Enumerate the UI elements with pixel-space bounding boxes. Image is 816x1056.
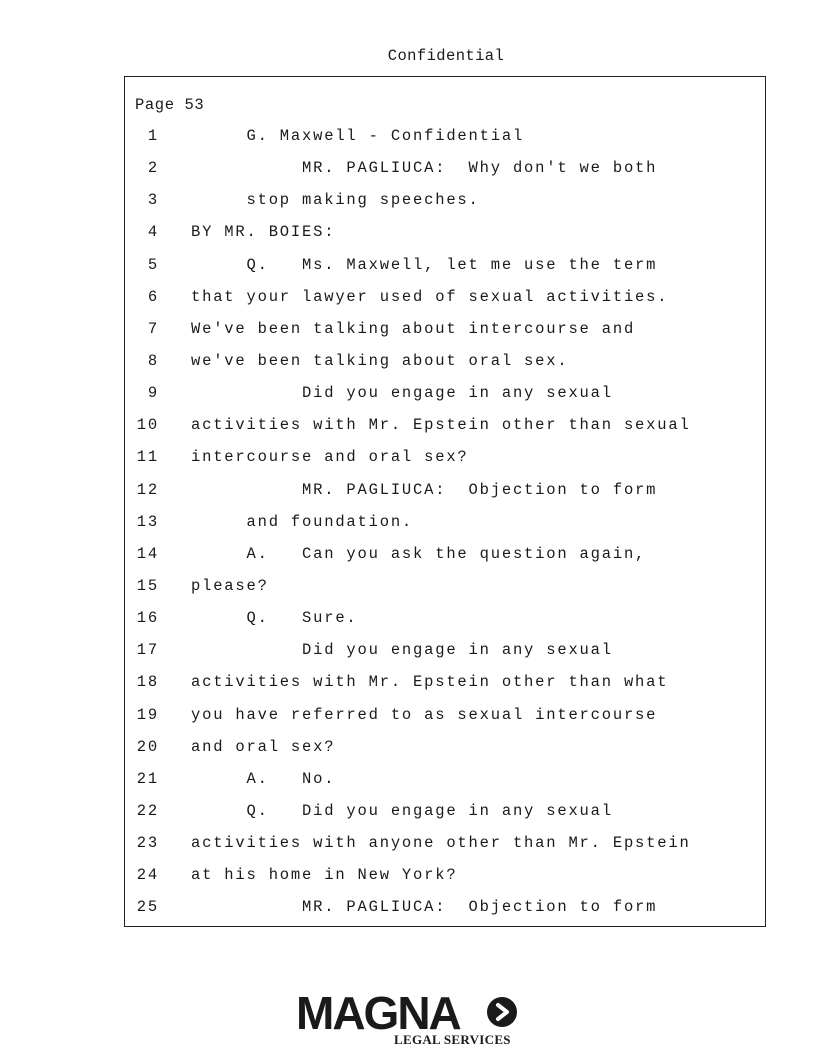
transcript-line xyxy=(125,545,765,577)
line-text: at his home in New York? xyxy=(191,866,458,885)
document-header: Confidential xyxy=(387,47,505,65)
line-number: 2 xyxy=(147,159,159,178)
line-number: 13 xyxy=(136,512,159,531)
transcript-line xyxy=(125,802,765,834)
line-number: 15 xyxy=(136,576,159,595)
line-text: MR. PAGLIUCA: Objection to form xyxy=(191,898,658,917)
transcript-line xyxy=(125,770,765,802)
line-number: 9 xyxy=(147,384,159,403)
line-number: 4 xyxy=(147,223,159,242)
logo-wordmark: MAGNA xyxy=(296,987,460,1039)
line-text: We've been talking about intercourse and xyxy=(191,319,636,338)
line-number: 17 xyxy=(136,641,159,660)
page-label: Page 53 xyxy=(135,96,205,114)
line-text: A. Can you ask the question again, xyxy=(191,544,647,563)
transcript-line xyxy=(125,481,765,513)
line-text: Did you engage in any sexual xyxy=(191,384,613,403)
transcript-line xyxy=(125,898,765,930)
line-text: that your lawyer used of sexual activities. xyxy=(191,287,669,306)
line-text: Did you engage in any sexual xyxy=(191,641,613,660)
line-number: 1 xyxy=(147,127,159,145)
transcript-line xyxy=(125,673,765,705)
line-text: intercourse and oral sex? xyxy=(191,448,469,467)
logo-subtitle: LEGAL SERVICES xyxy=(394,1032,511,1047)
line-number: 6 xyxy=(147,287,159,306)
transcript-line xyxy=(125,159,765,191)
transcript-line xyxy=(125,609,765,641)
line-text: Q. Ms. Maxwell, let me use the term xyxy=(191,255,658,274)
line-text: MR. PAGLIUCA: Objection to form xyxy=(191,480,658,499)
transcript-line xyxy=(125,641,765,673)
line-text: A. No. xyxy=(191,769,336,788)
line-text: MR. PAGLIUCA: Why don't we both xyxy=(191,159,658,178)
company-logo xyxy=(296,988,526,1050)
transcript-line xyxy=(125,352,765,384)
line-text: stop making speeches. xyxy=(191,191,480,210)
line-text: we've been talking about oral sex. xyxy=(191,351,569,370)
transcript-line xyxy=(125,384,765,416)
line-number: 12 xyxy=(136,480,159,499)
transcript-line xyxy=(125,416,765,448)
line-text: activities with Mr. Epstein other than what xyxy=(191,673,669,692)
line-number: 3 xyxy=(147,191,159,210)
line-text: and foundation. xyxy=(191,512,414,531)
line-number: 22 xyxy=(136,801,159,820)
line-text: and oral sex? xyxy=(191,737,336,756)
line-text: you have referred to as sexual intercourse xyxy=(191,705,658,724)
line-text: please? xyxy=(191,576,269,595)
transcript-line xyxy=(125,706,765,738)
transcript-line xyxy=(125,191,765,223)
transcript-line xyxy=(125,834,765,866)
transcript-line xyxy=(125,738,765,770)
transcript-line xyxy=(125,577,765,609)
transcript-line xyxy=(125,866,765,898)
transcript-line xyxy=(125,223,765,255)
transcript-line xyxy=(125,256,765,288)
transcript-line xyxy=(125,513,765,545)
line-number: 24 xyxy=(136,866,159,885)
line-number: 7 xyxy=(147,319,159,338)
transcript-lines xyxy=(125,127,765,931)
line-number: 5 xyxy=(147,255,159,274)
line-text: G. Maxwell - Confidential xyxy=(191,127,525,145)
line-number: 14 xyxy=(136,544,159,563)
line-number: 18 xyxy=(136,673,159,692)
line-number: 23 xyxy=(136,834,159,853)
line-text: BY MR. BOIES: xyxy=(191,223,336,242)
line-text: Q. Did you engage in any sexual xyxy=(191,801,613,820)
transcript-line xyxy=(125,127,765,159)
line-text: Q. Sure. xyxy=(191,609,358,628)
line-number: 20 xyxy=(136,737,159,756)
line-text: activities with anyone other than Mr. Epstein xyxy=(191,834,691,853)
line-number: 19 xyxy=(136,705,159,724)
line-number: 16 xyxy=(136,609,159,628)
line-number: 21 xyxy=(136,769,159,788)
line-number: 11 xyxy=(136,448,159,467)
transcript-line xyxy=(125,288,765,320)
line-number: 8 xyxy=(147,351,159,370)
line-number: 25 xyxy=(136,898,159,917)
transcript-frame xyxy=(124,76,766,927)
transcript-line xyxy=(125,448,765,480)
line-text: activities with Mr. Epstein other than sexual xyxy=(191,416,691,435)
line-number: 10 xyxy=(136,416,159,435)
arrow-circle-icon xyxy=(486,996,518,1028)
transcript-line xyxy=(125,320,765,352)
